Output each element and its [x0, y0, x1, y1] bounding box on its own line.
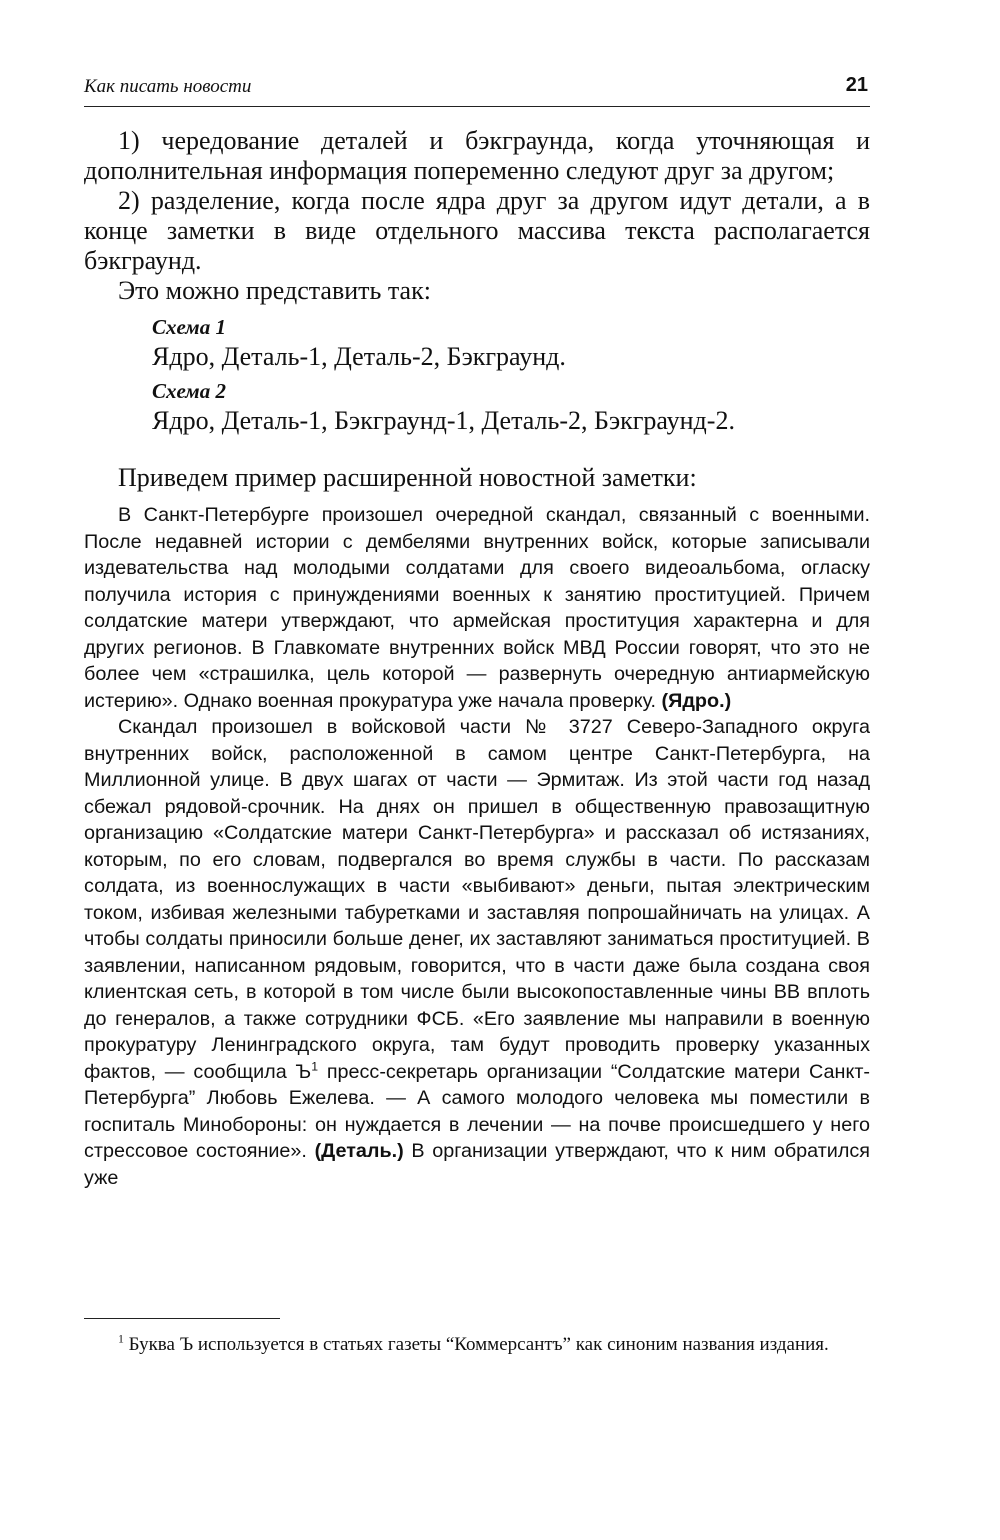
footnote — [84, 1332, 870, 1358]
article-paragraph-core — [84, 502, 870, 714]
list-item-separation: 2) разделение, когда после ядра друг за другом идут детали, а в конце заметки в виде отдельного массива текста располагается бэкграунд. — [84, 186, 870, 275]
intro-section — [84, 126, 870, 306]
page-number: 21 — [845, 74, 868, 96]
detail-text-part1: Скандал произошел в войсковой части № 3727 Северо-Западного округа внутренних войск, расположенной в самом центре Санкт-Петербурга, на Миллионной улице. В двух шагах от части — Эрмитаж. Из этой части год назад сбежал рядовой-срочник. На днях он пришел в общественную правозащитную организацию «Солдатские матери Санкт-Петербурга» и рассказал об истязаниях, которым, по его словам, подвергался во время службы в части. По рассказам солдата, из военнослужащих в части «выбивают» деньги, пытая электрическим током, избивая железными табуретками и заставляя попрошайничать на улицах. А чтобы солдаты приносили больше денег, их заставляют заниматься проституцией. В заявлении, написанном рядовым, говорится, что в части даже была создана своя клиентская сеть, в которой в том числе были высокопоставленные чины ВВ вплоть до генералов, а также сотрудники ФСБ. «Его заявление мы направили в военную прокуратуру Ленинградского округа, там будут проводить проверку указанных фактов, — сообщила Ъ — [84, 716, 870, 1083]
list-item-alternation: 1) чередование деталей и бэкграунда, когда уточняющая и дополнительная информация попеременно следуют друг за другом; — [84, 126, 870, 185]
core-tag: (Ядро.) — [661, 689, 732, 712]
scheme-1-title: Схема 1 — [152, 315, 226, 339]
schemes-section — [84, 314, 870, 438]
detail-text-part2: пресс-секретарь организации “Солдатские матери Санкт-Петербурга” Любовь Ежелева. — А самого молодого человека мы поместили в госпиталь Минобороны: он нуждается в лечении — на почве происшедшего у него стрессовое состояние». — [84, 1060, 870, 1162]
example-news-article — [84, 502, 870, 1191]
footnote-text: Буква Ъ используется в статьях газеты “Коммерсантъ” как синоним названия издания. — [123, 1334, 829, 1355]
detail-text-part3: В организации утверждают, что к ним обратился уже — [84, 1140, 870, 1189]
running-title: Как писать новости — [84, 76, 252, 97]
detail-tag: (Деталь.) — [314, 1140, 404, 1162]
footnote-marker: 1 — [118, 1332, 124, 1346]
scheme-2-content: Ядро, Деталь-1, Бэкграунд-1, Деталь-2, Бэкграунд-2. — [152, 406, 735, 435]
summary-sentence: Это можно представить так: — [118, 276, 431, 305]
footnote-reference: 1 — [311, 1058, 319, 1073]
example-lead-in: Приведем пример расширенной новостной заметки: — [118, 463, 697, 492]
scheme-1-content: Ядро, Деталь-1, Деталь-2, Бэкграунд. — [152, 342, 566, 371]
core-text: В Санкт-Петербурге произошел очередной скандал, связанный с военными. После недавней истории с дембелями внутренних войск, которые записывали издевательства над молодыми солдатами для своего видеоальбома, огласку получила история с принуждениями военных к занятию проституцией. Причем солдатские матери утверждают, что армейская проституция характерна и для других регионов. В Главкомате внутренних войск МВД России говорят, что это не более чем «страшилка, цель которой — развернуть очередную антиармейскую истерию». Однако военная прокуратура уже начала проверку. — [84, 504, 870, 712]
running-header — [84, 74, 870, 107]
footnote-divider — [84, 1318, 280, 1319]
scheme-2-title: Схема 2 — [152, 379, 226, 403]
article-paragraph-detail — [84, 714, 870, 1191]
